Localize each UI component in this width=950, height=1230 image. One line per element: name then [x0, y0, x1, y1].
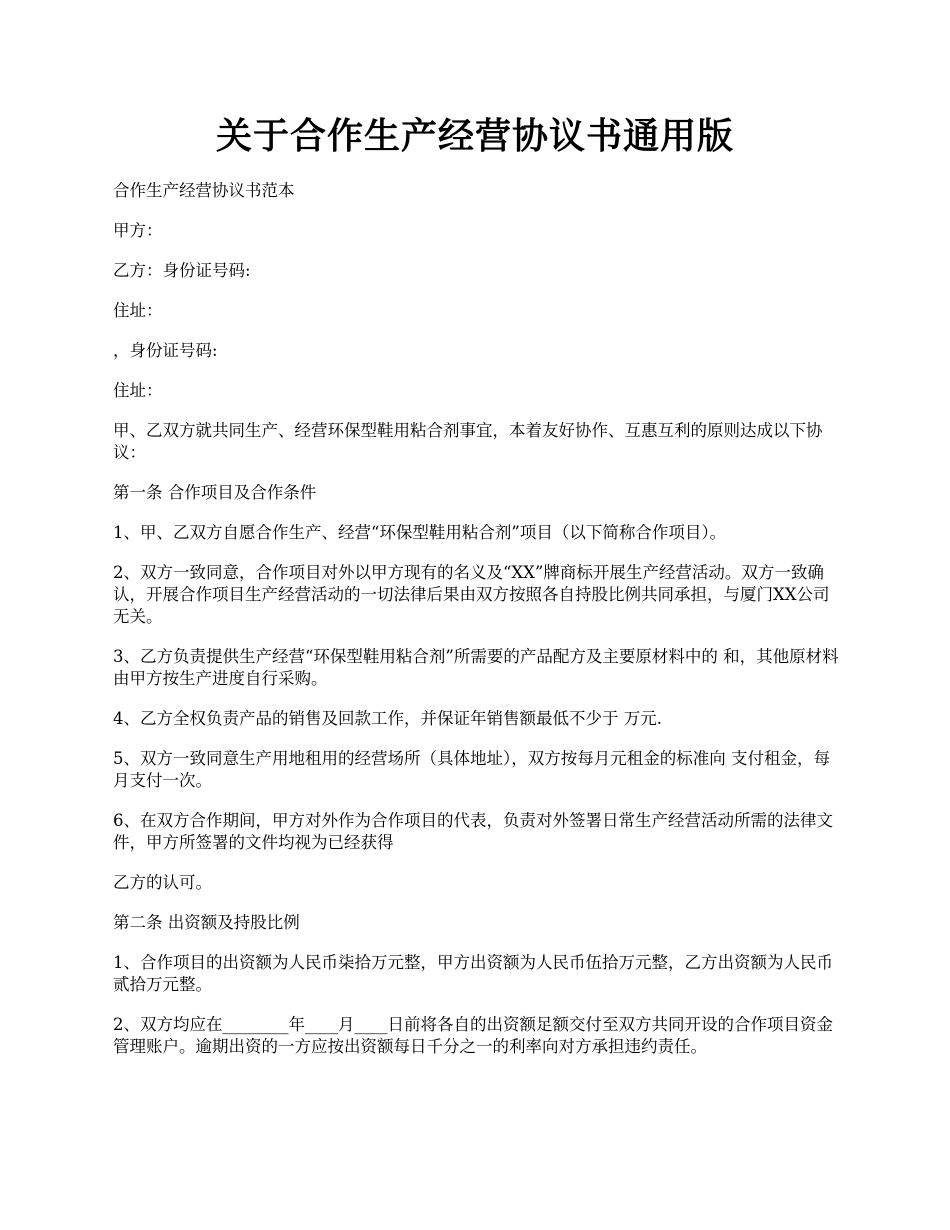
- party-b-address-label: 住址：: [113, 301, 163, 320]
- second-id-label: ，身份证号码:: [113, 341, 218, 360]
- article-2-clause-2: 2、双方均应在________年____月____日前将各自的出资额足额交付至双方共同开设的合作项目资金管理账户。逾期出资的一方应按出资额每日千分之一的利率向对方承担违约责任。: [113, 1015, 833, 1056]
- party-b-id-label: 乙方：身份证号码:: [113, 261, 251, 280]
- article-1-clause-3: 3、乙方负责提供生产经营“环保型鞋用粘合剂”所需要的产品配方及主要原材料中的 和，其他原材料由甲方按生产进度自行采购。: [113, 647, 839, 688]
- document-title: 关于合作生产经营协议书通用版: [215, 115, 734, 157]
- article-1-clause-5: 5、双方一致同意生产用地租用的经营场所（具体地址），双方按每月元租金的标准向 支付租金，每月支付一次。: [113, 749, 830, 790]
- article-1-clause-4: 4、乙方全权负责产品的销售及回款工作，并保证年销售额最低不少于 万元.: [113, 709, 662, 728]
- article-1-heading: 第一条 合作项目及合作条件: [113, 483, 317, 502]
- article-1-clause-6: 6、在双方合作期间，甲方对外作为合作项目的代表，负责对外签署日常生产经营活动所需的法律文件，甲方所签署的文件均视为已经获得: [113, 811, 833, 852]
- article-1-clause-1: 1、甲、乙双方自愿合作生产、经营“环保型鞋用粘合剂”项目（以下简称合作项目）。: [113, 523, 727, 542]
- document-body: [113, 180, 843, 1076]
- subtitle: 合作生产经营协议书范本: [113, 181, 295, 200]
- preamble-paragraph: 甲、乙双方就共同生产、经营环保型鞋用粘合剂事宜，本着友好协作、互惠互利的原则达成以下协议：: [113, 421, 823, 462]
- article-2-clause-1: 1、合作项目的出资额为人民币柒拾万元整，甲方出资额为人民币伍拾万元整，乙方出资额为人民币贰拾万元整。: [113, 953, 833, 994]
- second-address-label: 住址：: [113, 381, 163, 400]
- article-1-clause-6-continued: 乙方的认可。: [113, 873, 212, 892]
- article-2-heading: 第二条 出资额及持股比例: [113, 913, 300, 932]
- article-1-clause-2: 2、双方一致同意，合作项目对外以甲方现有的名义及“XX”牌商标开展生产经营活动。双方一致确认，开展合作项目生产经营活动的一切法律后果由双方按照各自持股比例共同承担，与厦门XX公司无关。: [113, 563, 830, 626]
- party-a-label: 甲方：: [113, 221, 163, 240]
